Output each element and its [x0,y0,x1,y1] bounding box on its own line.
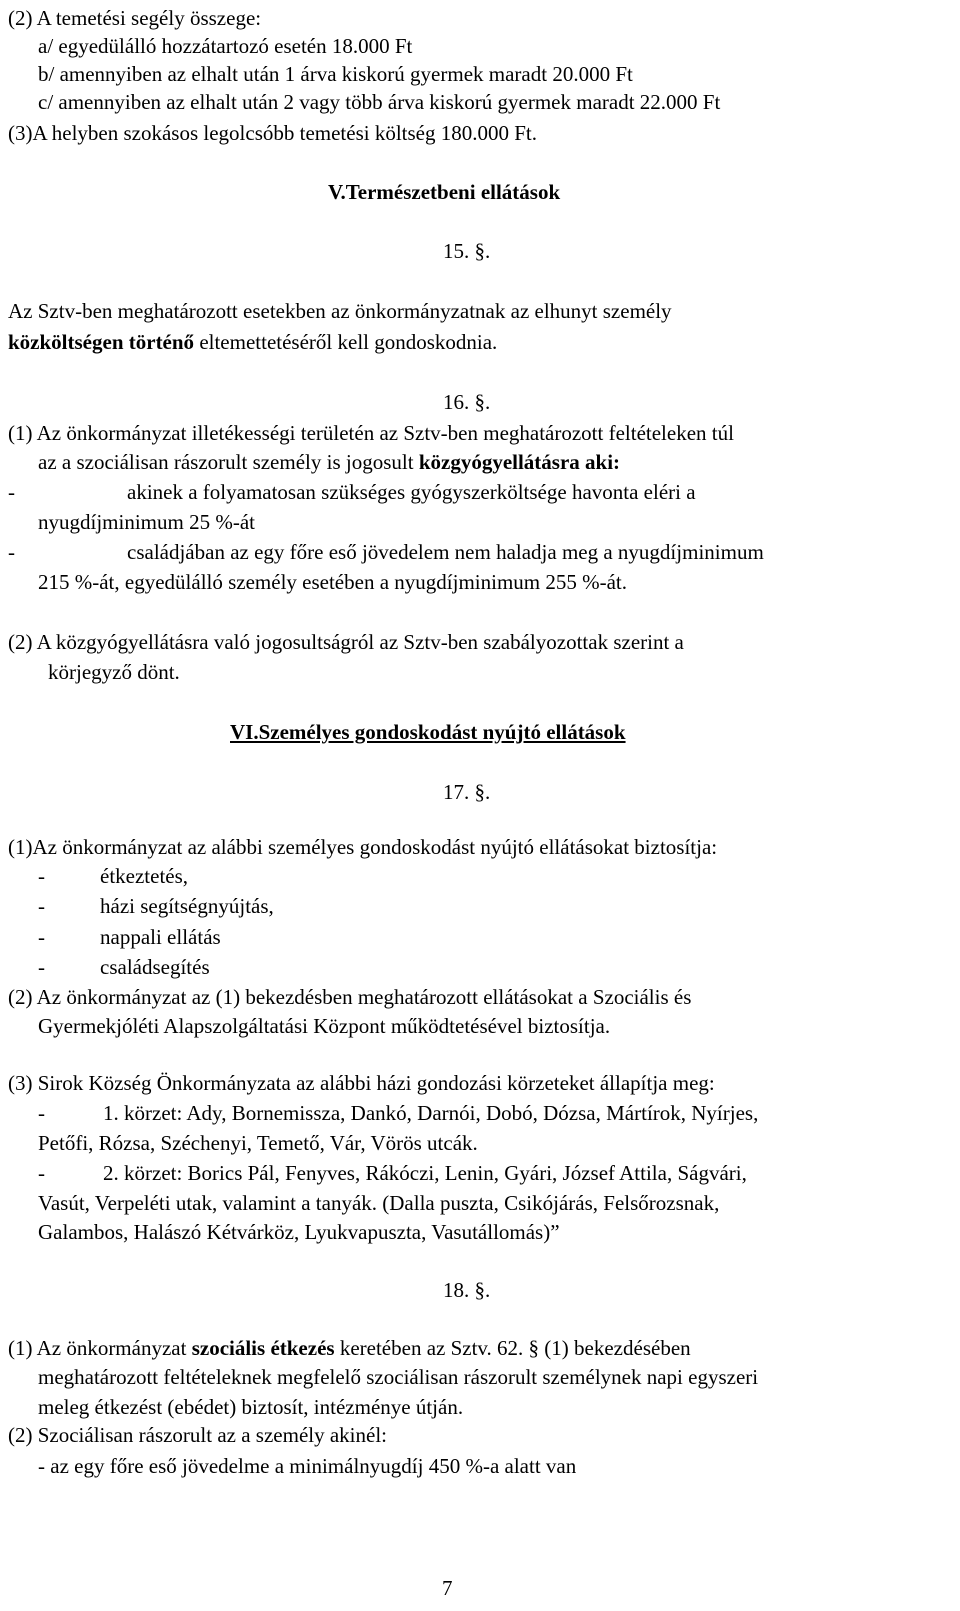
section-18-p1-bold: szociális étkezés [191,1336,335,1360]
section-15-line2 [8,330,497,354]
section-16-number: 16. §. [443,390,491,414]
dash-1: - [8,480,15,504]
chapter-5-title: V.Természetbeni ellátások [328,180,561,204]
korzet-1-line1: 1. körzet: Ady, Bornemissza, Dankó, Darnói, Dobó, Dózsa, Mártírok, Nyírjes, [103,1101,759,1125]
temetesi-segely-b: b/ amennyiben az elhalt után 1 árva kiskorú gyermek maradt 20.000 Ft [38,62,633,86]
section-16-item1-line1: akinek a folyamatosan szükséges gyógyszerköltsége havonta eléri a [127,480,696,504]
section-17-p2-line2: Gyermekjóléti Alapszolgáltatási Központ működtetésével biztosítja. [38,1014,611,1038]
section-18-p1-b: keretében az Sztv. 62. § (1) bekezdésében [334,1336,691,1360]
korzet-2-line3: Galambos, Halászó Kétvárköz, Lyukvapuszta, Vasutállomás)” [38,1220,560,1244]
page-number: 7 [442,1576,453,1600]
section-16-p2-line1: (2) A közgyógyellátásra való jogosultságról az Sztv-ben szabályozottak szerint a [8,630,684,654]
section-17-item-4: családsegítés [100,955,210,979]
section-18-p1-a: (1) Az önkormányzat [8,1336,192,1360]
dash-7: - [38,1101,45,1125]
section-18-p1-line1 [8,1336,691,1360]
dash-2: - [8,540,15,564]
section-15-number: 15. §. [443,239,491,263]
dash-8: - [38,1161,45,1185]
dash-5: - [38,925,45,949]
section-17-item-2: házi segítségnyújtás, [100,894,274,918]
section-17-item-1: étkeztetés, [100,864,189,888]
section-16-item2-line1: családjában az egy főre eső jövedelem nem haladja meg a nyugdíjminimum [127,540,764,564]
section-15-line1: Az Sztv-ben meghatározott esetekben az önkormányzatnak az elhunyt személy [8,299,672,323]
temetesi-segely-c: c/ amennyiben az elhalt után 2 vagy több árva kiskorú gyermek maradt 22.000 Ft [38,90,721,114]
section-17-p3: (3) Sirok Község Önkormányzata az alábbi házi gondozási körzeteket állapítja meg: [8,1071,715,1095]
korzet-1-line2: Petőfi, Rózsa, Széchenyi, Temető, Vár, Vörös utcák. [38,1131,478,1155]
section-17-p1: (1)Az önkormányzat az alábbi személyes gondoskodást nyújtó ellátásokat biztosítja: [8,835,718,859]
temetesi-koltseg: (3)A helyben szokásos legolcsóbb temetési költség 180.000 Ft. [8,121,538,145]
section-16-p2-line2: körjegyző dönt. [48,660,180,684]
section-16-p1-line2 [38,450,620,474]
section-17-number: 17. §. [443,780,491,804]
section-16-p1-text: az a szociálisan rászorult személy is jogosult [38,450,419,474]
dash-6: - [38,955,45,979]
section-16-p1-line1: (1) Az önkormányzat illetékességi területén az Sztv-ben meghatározott feltételeken túl [8,421,734,445]
chapter-6-title: VI.Személyes gondoskodást nyújtó ellátások [230,720,626,744]
korzet-2-line2: Vasút, Verpeléti utak, valamint a tanyák. (Dalla puszta, Csikójárás, Felsőrozsnak, [38,1191,720,1215]
section-18-p1-line2: meghatározott feltételeknek megfelelő szociálisan rászorult személynek napi egyszeri [38,1365,759,1389]
section-17-p2-line1: (2) Az önkormányzat az (1) bekezdésben meghatározott ellátásokat a Szociális és [8,985,692,1009]
dash-3: - [38,864,45,888]
section-16-item1-line2: nyugdíjminimum 25 %-át [38,510,255,534]
temetesi-segely-title: (2) A temetési segély összege: [8,6,262,30]
section-16-p1-bold: közgyógyellátásra aki: [418,450,621,474]
korzet-2-line1: 2. körzet: Borics Pál, Fenyves, Rákóczi, Lenin, Gyári, József Attila, Ságvári, [103,1161,747,1185]
section-18-p2: (2) Szociálisan rászorult az a személy akinél: [8,1423,388,1447]
temetesi-segely-a: a/ egyedülálló hozzátartozó esetén 18.000 Ft [38,34,413,58]
section-18-p1-line3: meleg étkezést (ebédet) biztosít, intézménye útján. [38,1395,464,1419]
section-15-rest: eltemettetéséről kell gondoskodnia. [194,330,498,354]
section-15-bold: közköltségen történő [8,330,195,354]
section-18-p2-item: - az egy főre eső jövedelme a minimálnyugdíj 450 %-a alatt van [38,1454,577,1478]
section-16-item2-line2: 215 %-át, egyedülálló személy esetében a nyugdíjminimum 255 %-át. [38,570,628,594]
dash-4: - [38,894,45,918]
section-18-number: 18. §. [443,1278,491,1302]
section-17-item-3: nappali ellátás [100,925,221,949]
